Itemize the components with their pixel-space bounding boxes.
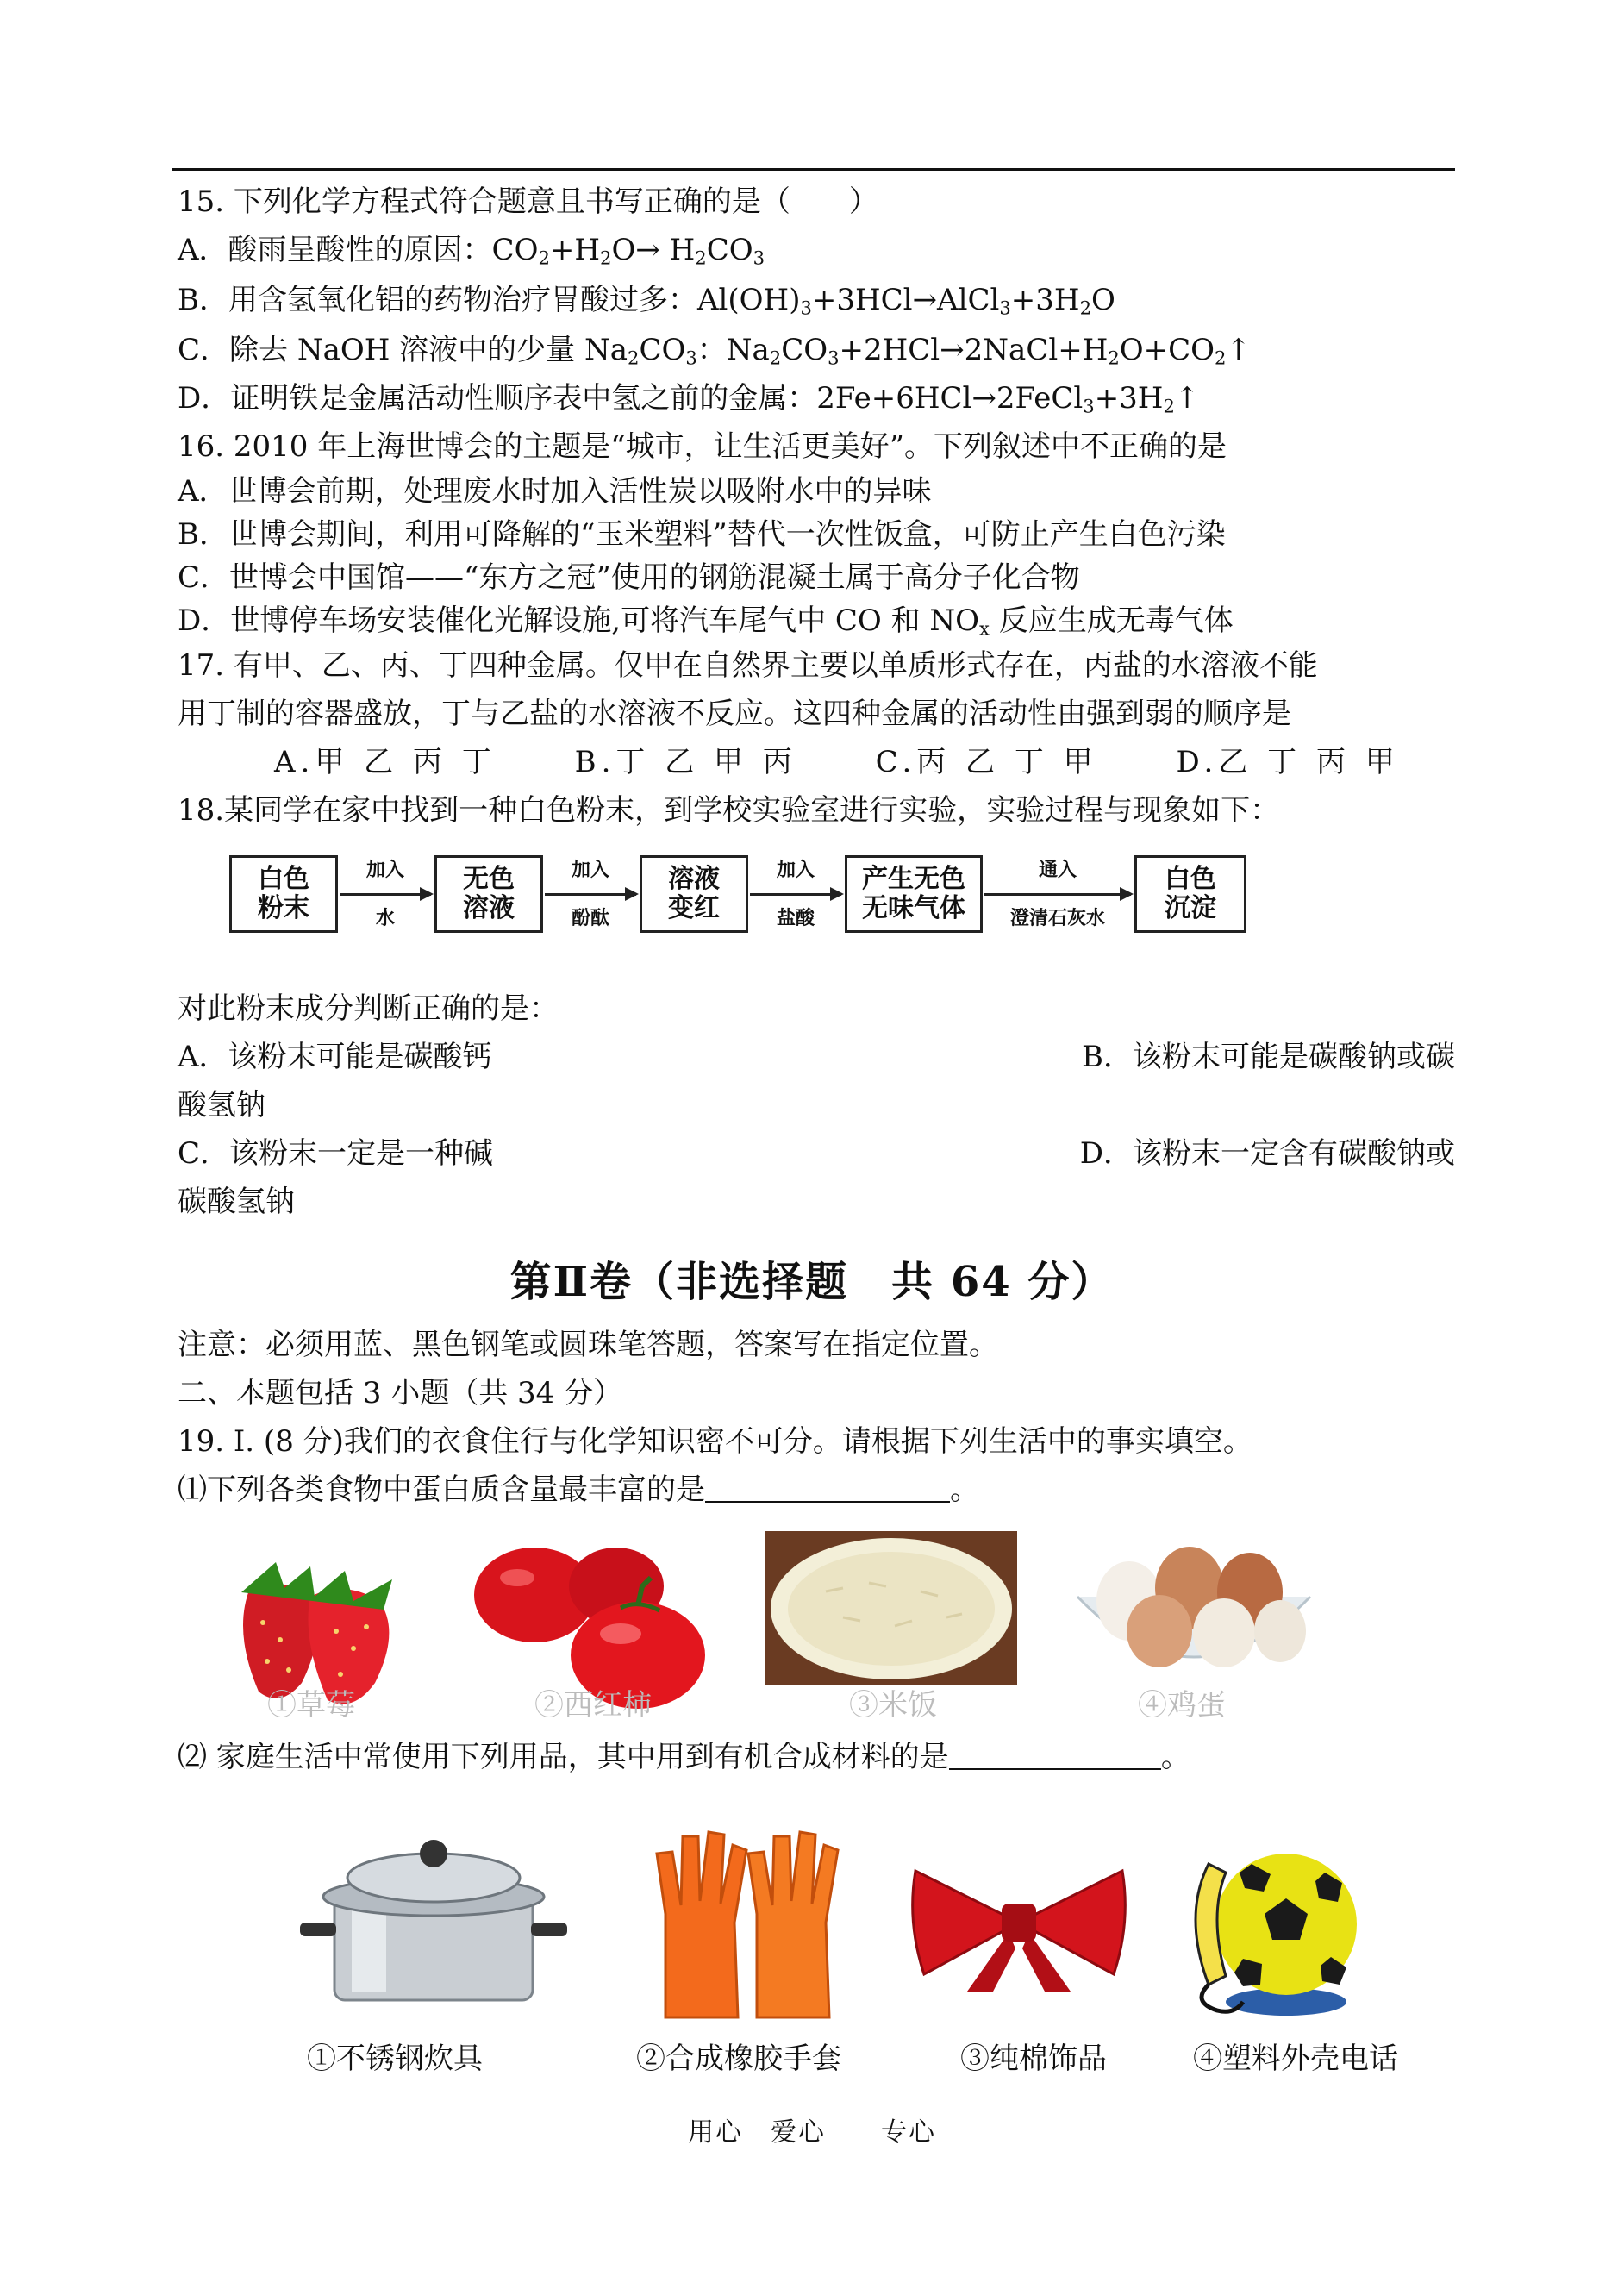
- q18-stem: 18.某同学在家中找到一种白色粉末，到学校实验室进行实验，实验过程与现象如下：: [178, 793, 1280, 828]
- q17-stem-line1: 17. 有甲、乙、丙、丁四种金属。仅甲在自然界主要以单质形式存在，丙盐的水溶液不能: [178, 648, 1318, 683]
- q17-choices: [274, 743, 1469, 781]
- rice-image: [765, 1531, 1017, 1685]
- q16-option-b: B．世博会期间，利用可降解的“玉米塑料”替代一次性饭盒，可防止产生白色污染: [178, 517, 1226, 552]
- q15-option-a: A．酸雨呈酸性的原因：$CO_2+H_2O\to H_2CO_3$: [178, 233, 765, 269]
- q19-part1: ⑴下列各类食物中蛋白质含量最丰富的是 。: [178, 1473, 979, 1507]
- item-caption-4: ④塑料外壳电话: [1193, 2042, 1398, 2076]
- flow-arrow-4: [984, 893, 1131, 896]
- q19-part1-answer-blank[interactable]: [705, 1475, 950, 1503]
- food-caption-3: ③米饭: [849, 1688, 937, 1723]
- q16-stem: 16. 2010 年上海世博会的主题是“城市，让生活更美好”。下列叙述中不正确的是: [178, 429, 1227, 464]
- steamer-pot-image: [300, 1828, 567, 2017]
- q15-option-c: C．除去 NaOH 溶液中的少量 $Na_2CO_3$：$Na_2CO_3+2HCl\to 2NaCl+H_2O+CO_2↑$: [178, 333, 1251, 369]
- q18-question: 对此粉末成分判断正确的是：: [178, 991, 559, 1026]
- q19-intro: 19. Ⅰ. (8 分)我们的衣食住行与化学知识密不可分。请根据下列生活中的事实填空。: [178, 1424, 1252, 1459]
- bow-image: [907, 1854, 1131, 1992]
- q15-option-d: D．证明铁是金属活动性顺序表中氢之前的金属：$2Fe+6HCl\to 2FeCl_3+3H_2↑$: [178, 381, 1200, 417]
- food-caption-2: ②西红柿: [534, 1688, 652, 1723]
- q17-choice-c: C.丙 乙 丁 甲: [875, 745, 1098, 779]
- q18-option-d-line1: D．该粉末一定含有碳酸钠或: [1079, 1136, 1455, 1171]
- section-note: 注意：必须用蓝、黑色钢笔或圆珠笔答题，答案写在指定位置。: [178, 1328, 998, 1362]
- rubber-gloves-image: [648, 1819, 846, 2026]
- flow-box-white-precipitate: 白色 沉淀: [1134, 855, 1246, 933]
- q18-option-a: A．该粉末可能是碳酸钙: [178, 1040, 492, 1074]
- flow-box-colorless-solution: 无色 溶液: [434, 855, 543, 933]
- item-caption-1: ①不锈钢炊具: [307, 2042, 483, 2076]
- flow-arrow-4-bottom: 澄清石灰水: [1009, 907, 1105, 929]
- q17-choice-d: D.乙 丁 丙 甲: [1176, 745, 1400, 779]
- q18-option-c: C．该粉末一定是一种碱: [178, 1136, 494, 1171]
- q18-option-b-line2: 酸氢钠: [178, 1088, 265, 1122]
- eggs-image: [1069, 1536, 1319, 1692]
- flow-box-white-powder: 白色 粉末: [229, 855, 338, 933]
- section-title: 第Ⅱ卷（非选择题 共 64 分）: [509, 1258, 1115, 1306]
- q15-option-b: B．用含氢氧化铝的药物治疗胃酸过多：$Al(OH)_3+3HCl\to AlCl_3+3H_2O$: [178, 283, 1115, 319]
- q16-option-c: C．世博会中国馆——“东方之冠”使用的钢筋混凝土属于高分子化合物: [178, 560, 1080, 595]
- q15-stem: 15. 下列化学方程式符合题意且书写正确的是（ ）: [178, 184, 878, 219]
- flow-box-gas: 产生无色 无味气体: [845, 855, 983, 933]
- flow-arrow-3: [750, 893, 841, 896]
- flow-box-solution-red: 溶液 变红: [640, 855, 748, 933]
- flow-arrow-3-bottom: 盐酸: [776, 907, 815, 929]
- q19-part2: ⑵ 家庭生活中常使用下列用品，其中用到有机合成材料的是 。: [178, 1740, 1190, 1774]
- soccer-phone-image: [1174, 1829, 1372, 2019]
- flow-arrow-2-top: 加入: [571, 859, 609, 881]
- section-part-heading: 二、本题包括 3 小题（共 34 分）: [178, 1376, 623, 1410]
- q18-option-b-line1: B．该粉末可能是碳酸钠或碳: [1082, 1040, 1455, 1074]
- q17-choice-a: A.甲 乙 丙 丁: [274, 745, 497, 779]
- flow-arrow-1-bottom: 水: [375, 907, 395, 929]
- q19-part2-answer-blank[interactable]: [949, 1742, 1161, 1770]
- q16-option-d: D．世博停车场安装催化光解设施,可将汽车尾气中 CO 和 $NO_x$ 反应生成无毒气体: [178, 603, 1234, 640]
- page-footer: 用心 爱心 专心: [688, 2117, 936, 2148]
- food-caption-1: ①草莓: [267, 1688, 355, 1723]
- q18-option-d-line2: 碳酸氢钠: [178, 1185, 295, 1219]
- q16-option-a: A．世博会前期，处理废水时加入活性炭以吸附水中的异味: [178, 474, 932, 509]
- q17-stem-line2: 用丁制的容器盛放，丁与乙盐的水溶液不反应。这四种金属的活动性由强到弱的顺序是: [178, 697, 1291, 731]
- item-caption-3: ③纯棉饰品: [960, 2042, 1107, 2076]
- flow-arrow-2-bottom: 酚酞: [571, 907, 609, 929]
- flow-arrow-1: [340, 893, 431, 896]
- flow-arrow-4-top: 通入: [1038, 859, 1077, 881]
- experiment-flowchart: [224, 850, 1259, 945]
- flow-arrow-2: [545, 893, 636, 896]
- flow-arrow-3-top: 加入: [776, 859, 815, 881]
- flow-arrow-1-top: 加入: [365, 859, 404, 881]
- item-caption-2: ②合成橡胶手套: [636, 2042, 841, 2076]
- q17-choice-b: B.丁 乙 甲 丙: [574, 745, 797, 779]
- food-caption-4: ④鸡蛋: [1138, 1688, 1226, 1723]
- header-rule: [172, 168, 1455, 171]
